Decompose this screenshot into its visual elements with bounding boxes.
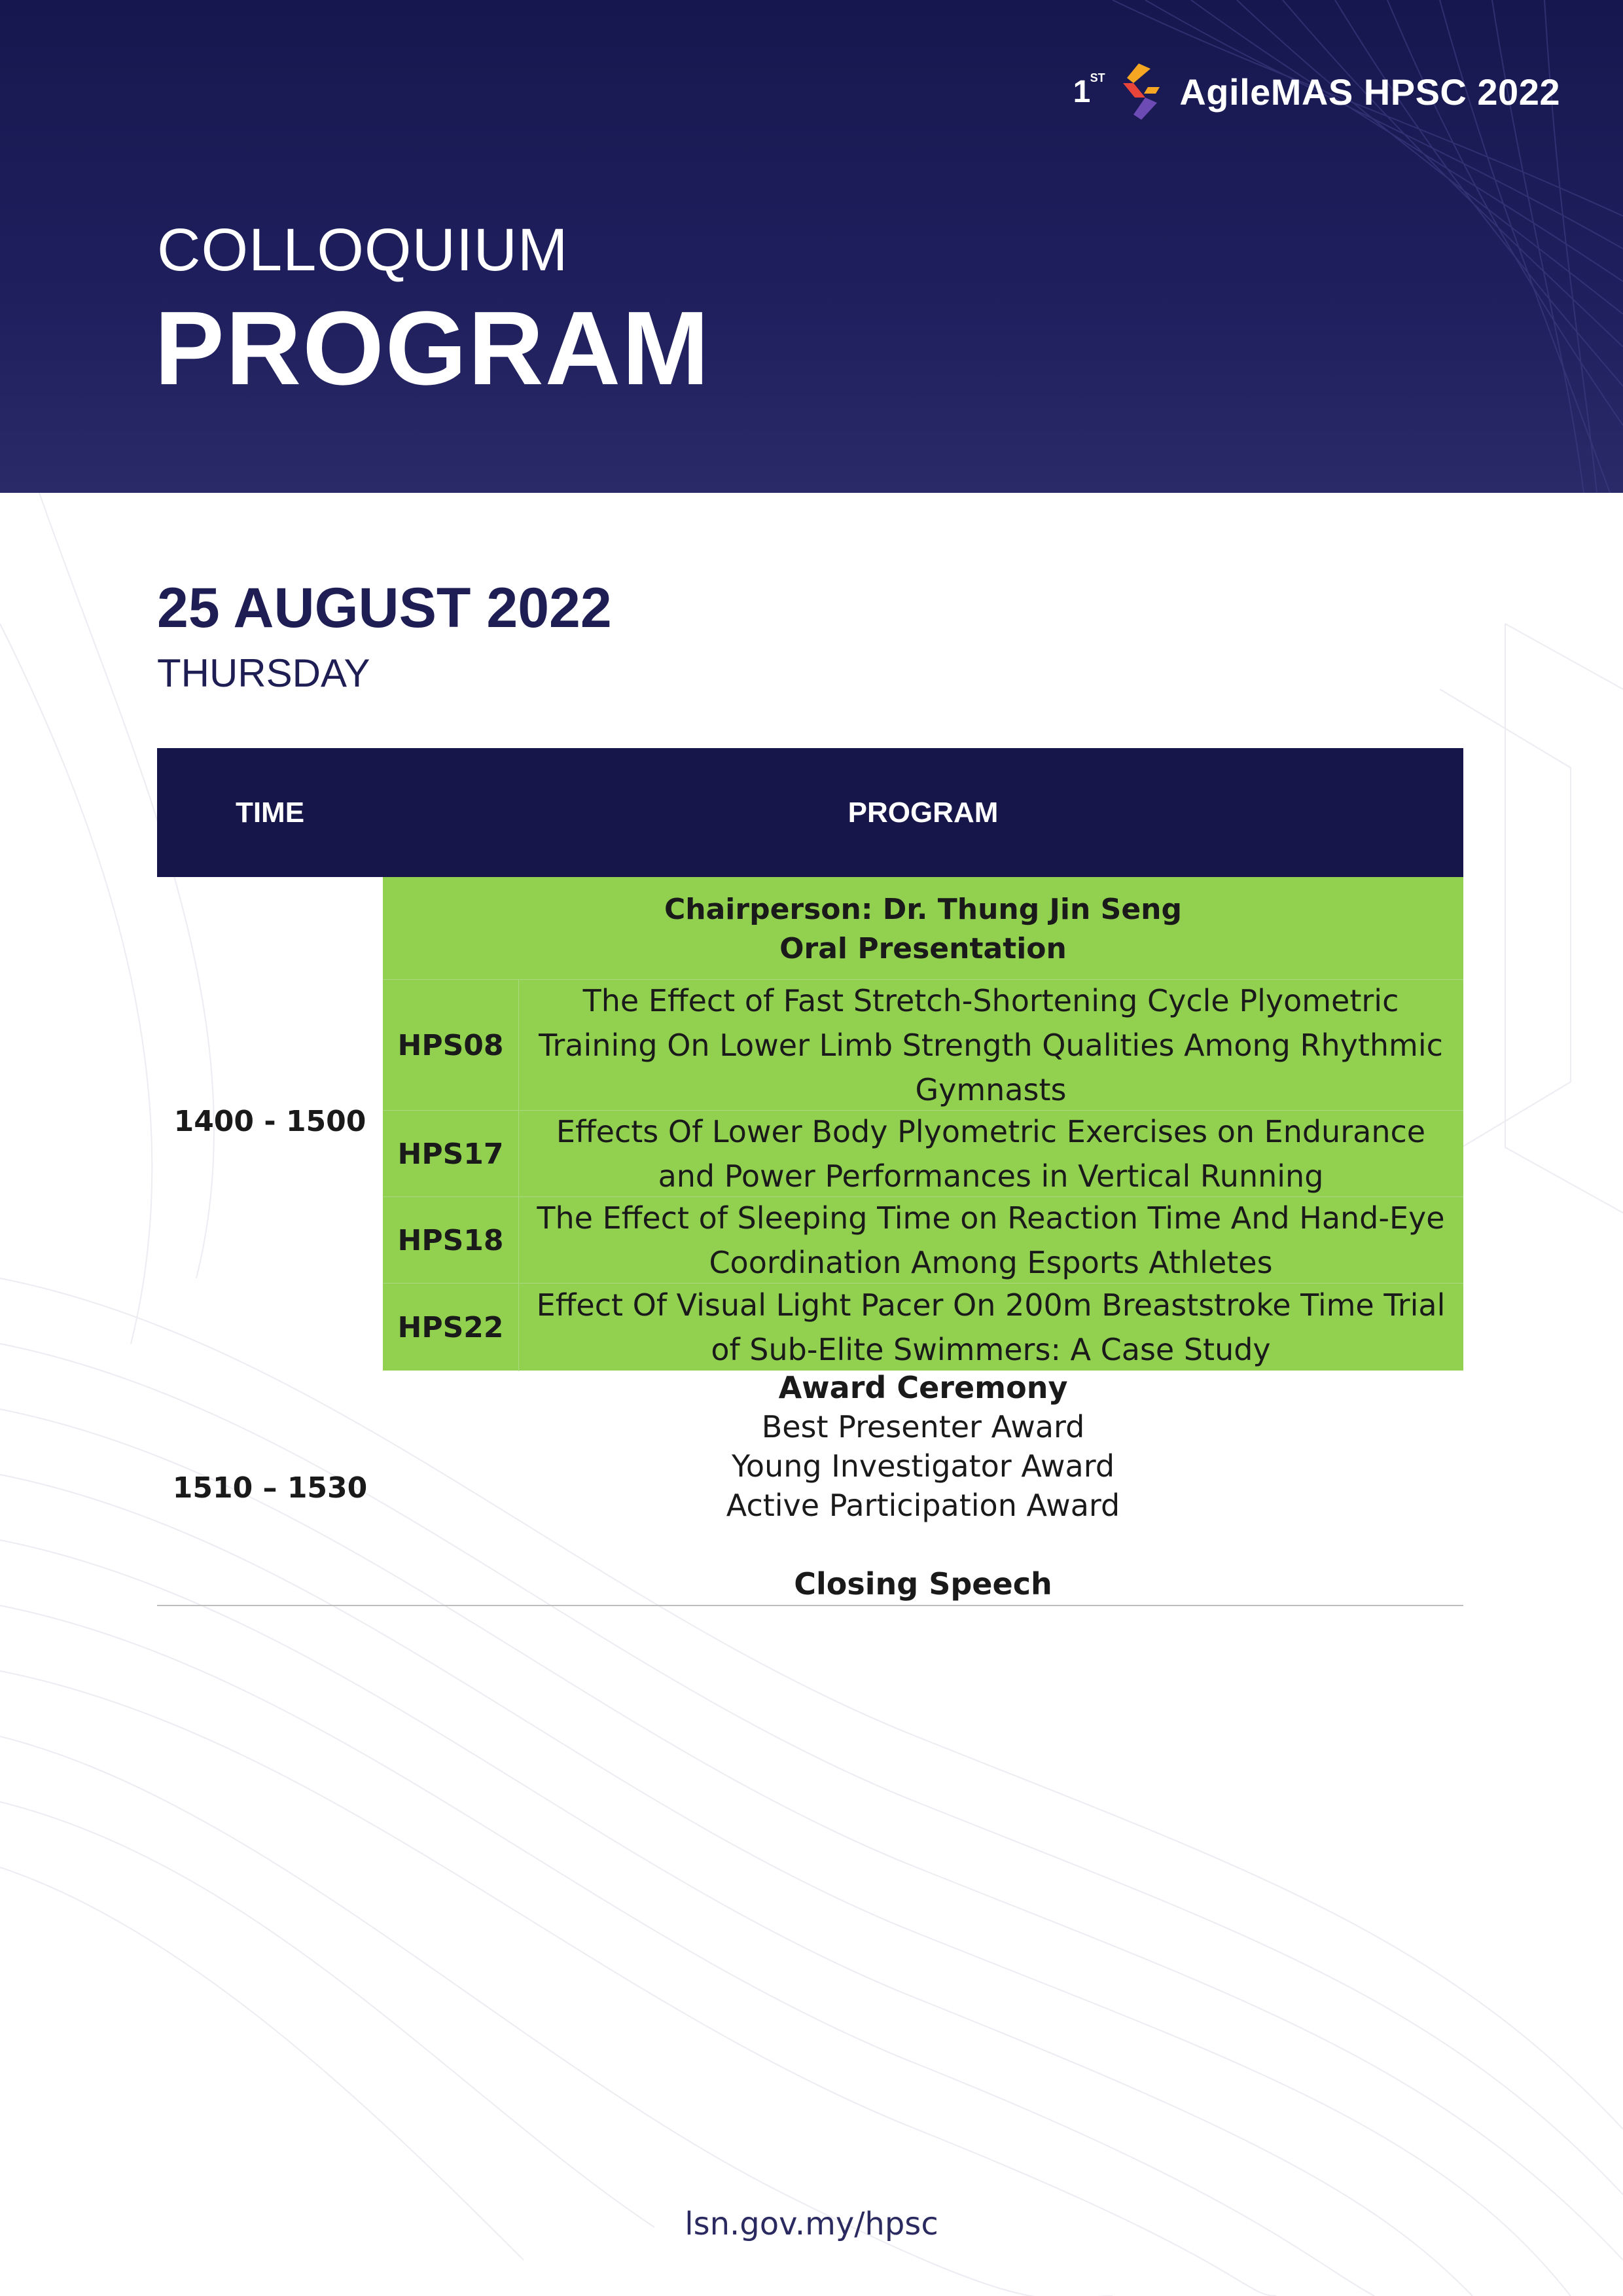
paper-code: HPS08: [383, 980, 519, 1111]
page-subtitle: COLLOQUIUM: [157, 217, 569, 283]
table-header: [157, 748, 1463, 877]
award-ceremony: [383, 1368, 1463, 1525]
award-heading: Award Ceremony: [778, 1370, 1068, 1405]
chairperson: Chairperson: Dr. Thung Jin Seng: [664, 893, 1182, 926]
session-type: Oral Presentation: [779, 932, 1067, 965]
award-item: Best Presenter Award: [761, 1409, 1085, 1444]
paper-code: HPS22: [383, 1283, 519, 1371]
slot-time-2: 1510 – 1530: [172, 1471, 368, 1505]
table-bottom-divider: [157, 1605, 1463, 1606]
table-row: [383, 1196, 1463, 1283]
page-title: PROGRAM: [154, 289, 711, 406]
footer-url[interactable]: lsn.gov.my/hpsc: [685, 2206, 938, 2242]
column-header-program: PROGRAM: [847, 797, 999, 829]
award-item: Young Investigator Award: [731, 1448, 1115, 1484]
paper-title: Effects Of Lower Body Plyometric Exercises on Endurance and Power Performances in Vertical Running: [556, 1114, 1426, 1194]
page-header: [0, 0, 1623, 493]
agilemas-logo-icon: [1119, 63, 1162, 120]
paper-code: HPS18: [383, 1197, 519, 1283]
slot-time-1: 1400 - 1500: [173, 1105, 366, 1138]
closing-speech: Closing Speech: [794, 1566, 1052, 1602]
award-item: Active Participation Award: [726, 1488, 1120, 1523]
program-weekday: THURSDAY: [157, 651, 370, 695]
brand-name: AgileMAS HPSC 2022: [1179, 71, 1560, 113]
brand-logo: [1073, 62, 1560, 121]
paper-title: Effect Of Visual Light Pacer On 200m Breaststroke Time Trial of Sub-Elite Swimmers: A Case Study: [536, 1287, 1446, 1367]
table-row: [383, 1110, 1463, 1197]
table-row: [383, 979, 1463, 1111]
table-row: [383, 1283, 1463, 1371]
session-header: [383, 890, 1463, 969]
paper-title: The Effect of Sleeping Time on Reaction Time And Hand-Eye Coordination Among Esports Athletes: [537, 1200, 1445, 1280]
paper-code: HPS17: [383, 1111, 519, 1197]
edition-ordinal: 1 ST: [1073, 71, 1105, 109]
paper-title: The Effect of Fast Stretch-Shortening Cycle Plyometric Training On Lower Limb Strength Qualities Among Rhythmic Gymnasts: [539, 983, 1443, 1107]
program-date: 25 AUGUST 2022: [157, 577, 612, 639]
oral-presentation-block: [383, 877, 1463, 1371]
column-header-time: TIME: [235, 797, 305, 829]
